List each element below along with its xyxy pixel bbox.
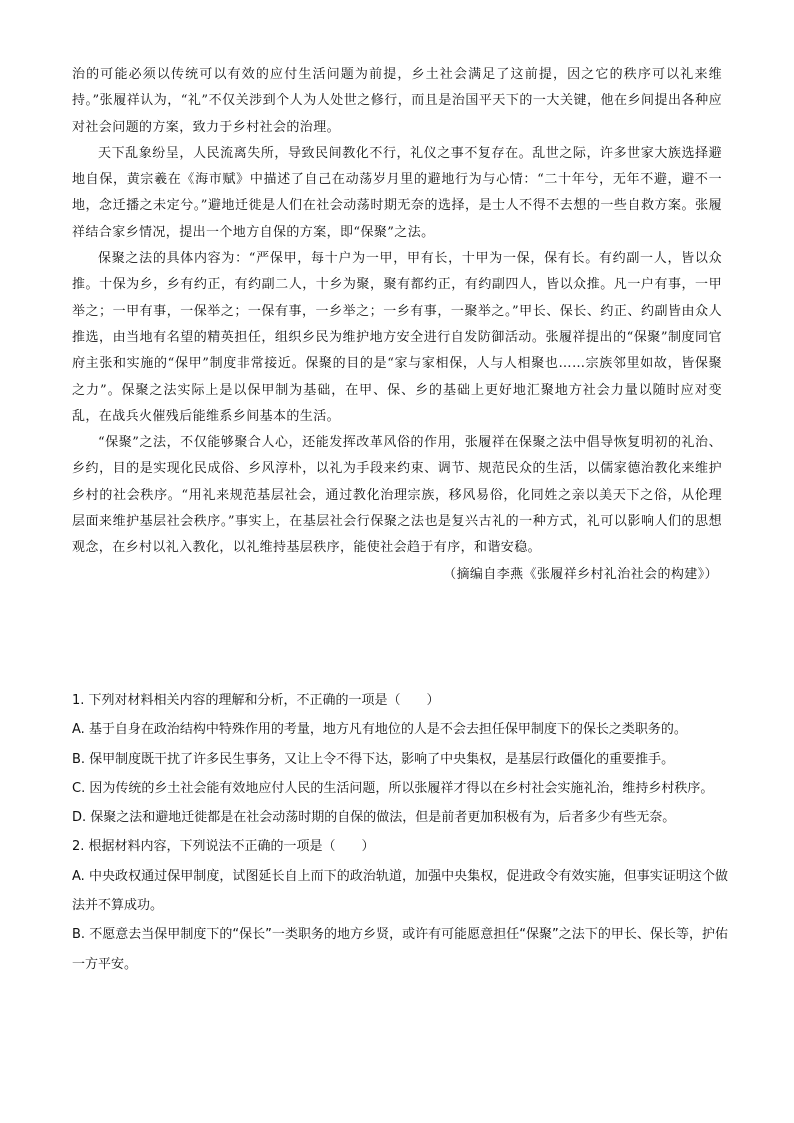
question-1-option-d: D. 保聚之法和避地迁徙都是在社会动荡时期的自保的做法，但是前者更加积极有为，后者多少有些无奈。 [72,810,676,826]
passage-source: （摘编自李燕《张履祥乡村礼治社会的构建》） [443,566,718,582]
passage-paragraph-3: 保聚之法的具体内容为：“严保甲，每十户为一甲，甲有长，十甲为一保，保有长。有约副一人，皆以众推。十保为乡，乡有约正，有约副二人，十乡为聚，聚有都约正，有约副四人，皆以众推。凡一户有事，一甲举之；一甲有事，一保举之；一保有事，一乡举之；一乡有事，一聚举之。”甲长、保长、约正、约副皆由众人推选，由当地有名望的精英担任，组织乡民为维护地方安全进行自发防御活动。张履祥提出的“保聚”制度同官府主张和实施的“保甲”制度非常接近。保聚的目的是“家与家相保，人与人相聚也……宗族邻里如故，皆保聚之力”。保聚之法实际上是以保甲制为基础，在甲、保、乡的基础上更好地汇聚地方社会力量以随时应对变乱，在战兵火催残后能维系乡间基本的生活。 [72,251,722,424]
question-1-option-b: B. 保甲制度既干扰了许多民生事务，又让上令不得下达，影响了中央集权，是基层行政僵化的重要推手。 [72,751,675,767]
reading-passage [72,62,722,588]
question-1-option-a: A. 基于自身在政治结构中特殊作用的考量，地方凡有地位的人是不会去担任保甲制度下的保长之类职务的。 [72,722,687,738]
question-1-option-c: C. 因为传统的乡土社会能有效地应付人民的生活问题，所以张履祥才得以在乡村社会实施礼治，维持乡村秩序。 [72,780,714,796]
question-2-option-a: A. 中央政权通过保甲制度，试图延长自上而下的政治轨道，加强中央集权，促进政令有效实施，但事实证明这个做法并不算成功。 [72,868,728,914]
passage-paragraph-2: 天下乱象纷呈，人民流离失所，导致民间教化不行，礼仪之事不复存在。乱世之际，许多世家大族选择避地自保，黄宗羲在《海市赋》中描述了自己在动荡岁月里的避地行为与心情：“二十年兮，无年不避，避不一地，念迁播之未定兮。”避地迁徙是人们在社会动荡时期无奈的选择，是士人不得不去想的一些自救方案。张履祥结合家乡情况，提出一个地方自保的方案，即“保聚”之法。 [72,145,722,240]
question-section [72,686,728,979]
question-2-option-b: B. 不愿意去当保甲制度下的“保长”一类职务的地方乡贤，或许有可能愿意担任“保聚”之法下的甲长、保长等，护佑一方平安。 [72,927,728,972]
question-1-stem: 1. 下列对材料相关内容的理解和分析，不正确的一项是（ ） [72,693,440,708]
passage-paragraph-4: “保聚”之法，不仅能够聚合人心，还能发挥改革风俗的作用，张履祥在保聚之法中倡导恢复明初的礼治、乡约，目的是实现化民成俗、乡风淳朴，以礼为手段来约束、调节、规范民众的生活，以儒家德治教化来维护乡村的社会秩序。“用礼来规范基层社会，通过教化治理宗族，移风易俗，化同姓之亲以美天下之俗，从伦理层面来维护基层社会秩序。”事实上，在基层社会行保聚之法也是复兴古礼的一种方式，礼可以影响人们的思想观念，在乡村以礼入教化，以礼维持基层秩序，能使社会趋于有序，和谐安稳。 [72,435,722,556]
question-2-stem: 2. 根据材料内容，下列说法不正确的一项是（ ） [72,839,375,855]
passage-paragraph-1: 治的可能必须以传统可以有效的应付生活问题为前提，乡土社会满足了这前提，因之它的秩序可以礼来维持。”张履祥认为，“礼”不仅关涉到个人为人处世之修行，而且是治国平天下的一大关键，他在乡间提出各种应对社会问题的方案，致力于乡村社会的治理。 [72,67,722,135]
